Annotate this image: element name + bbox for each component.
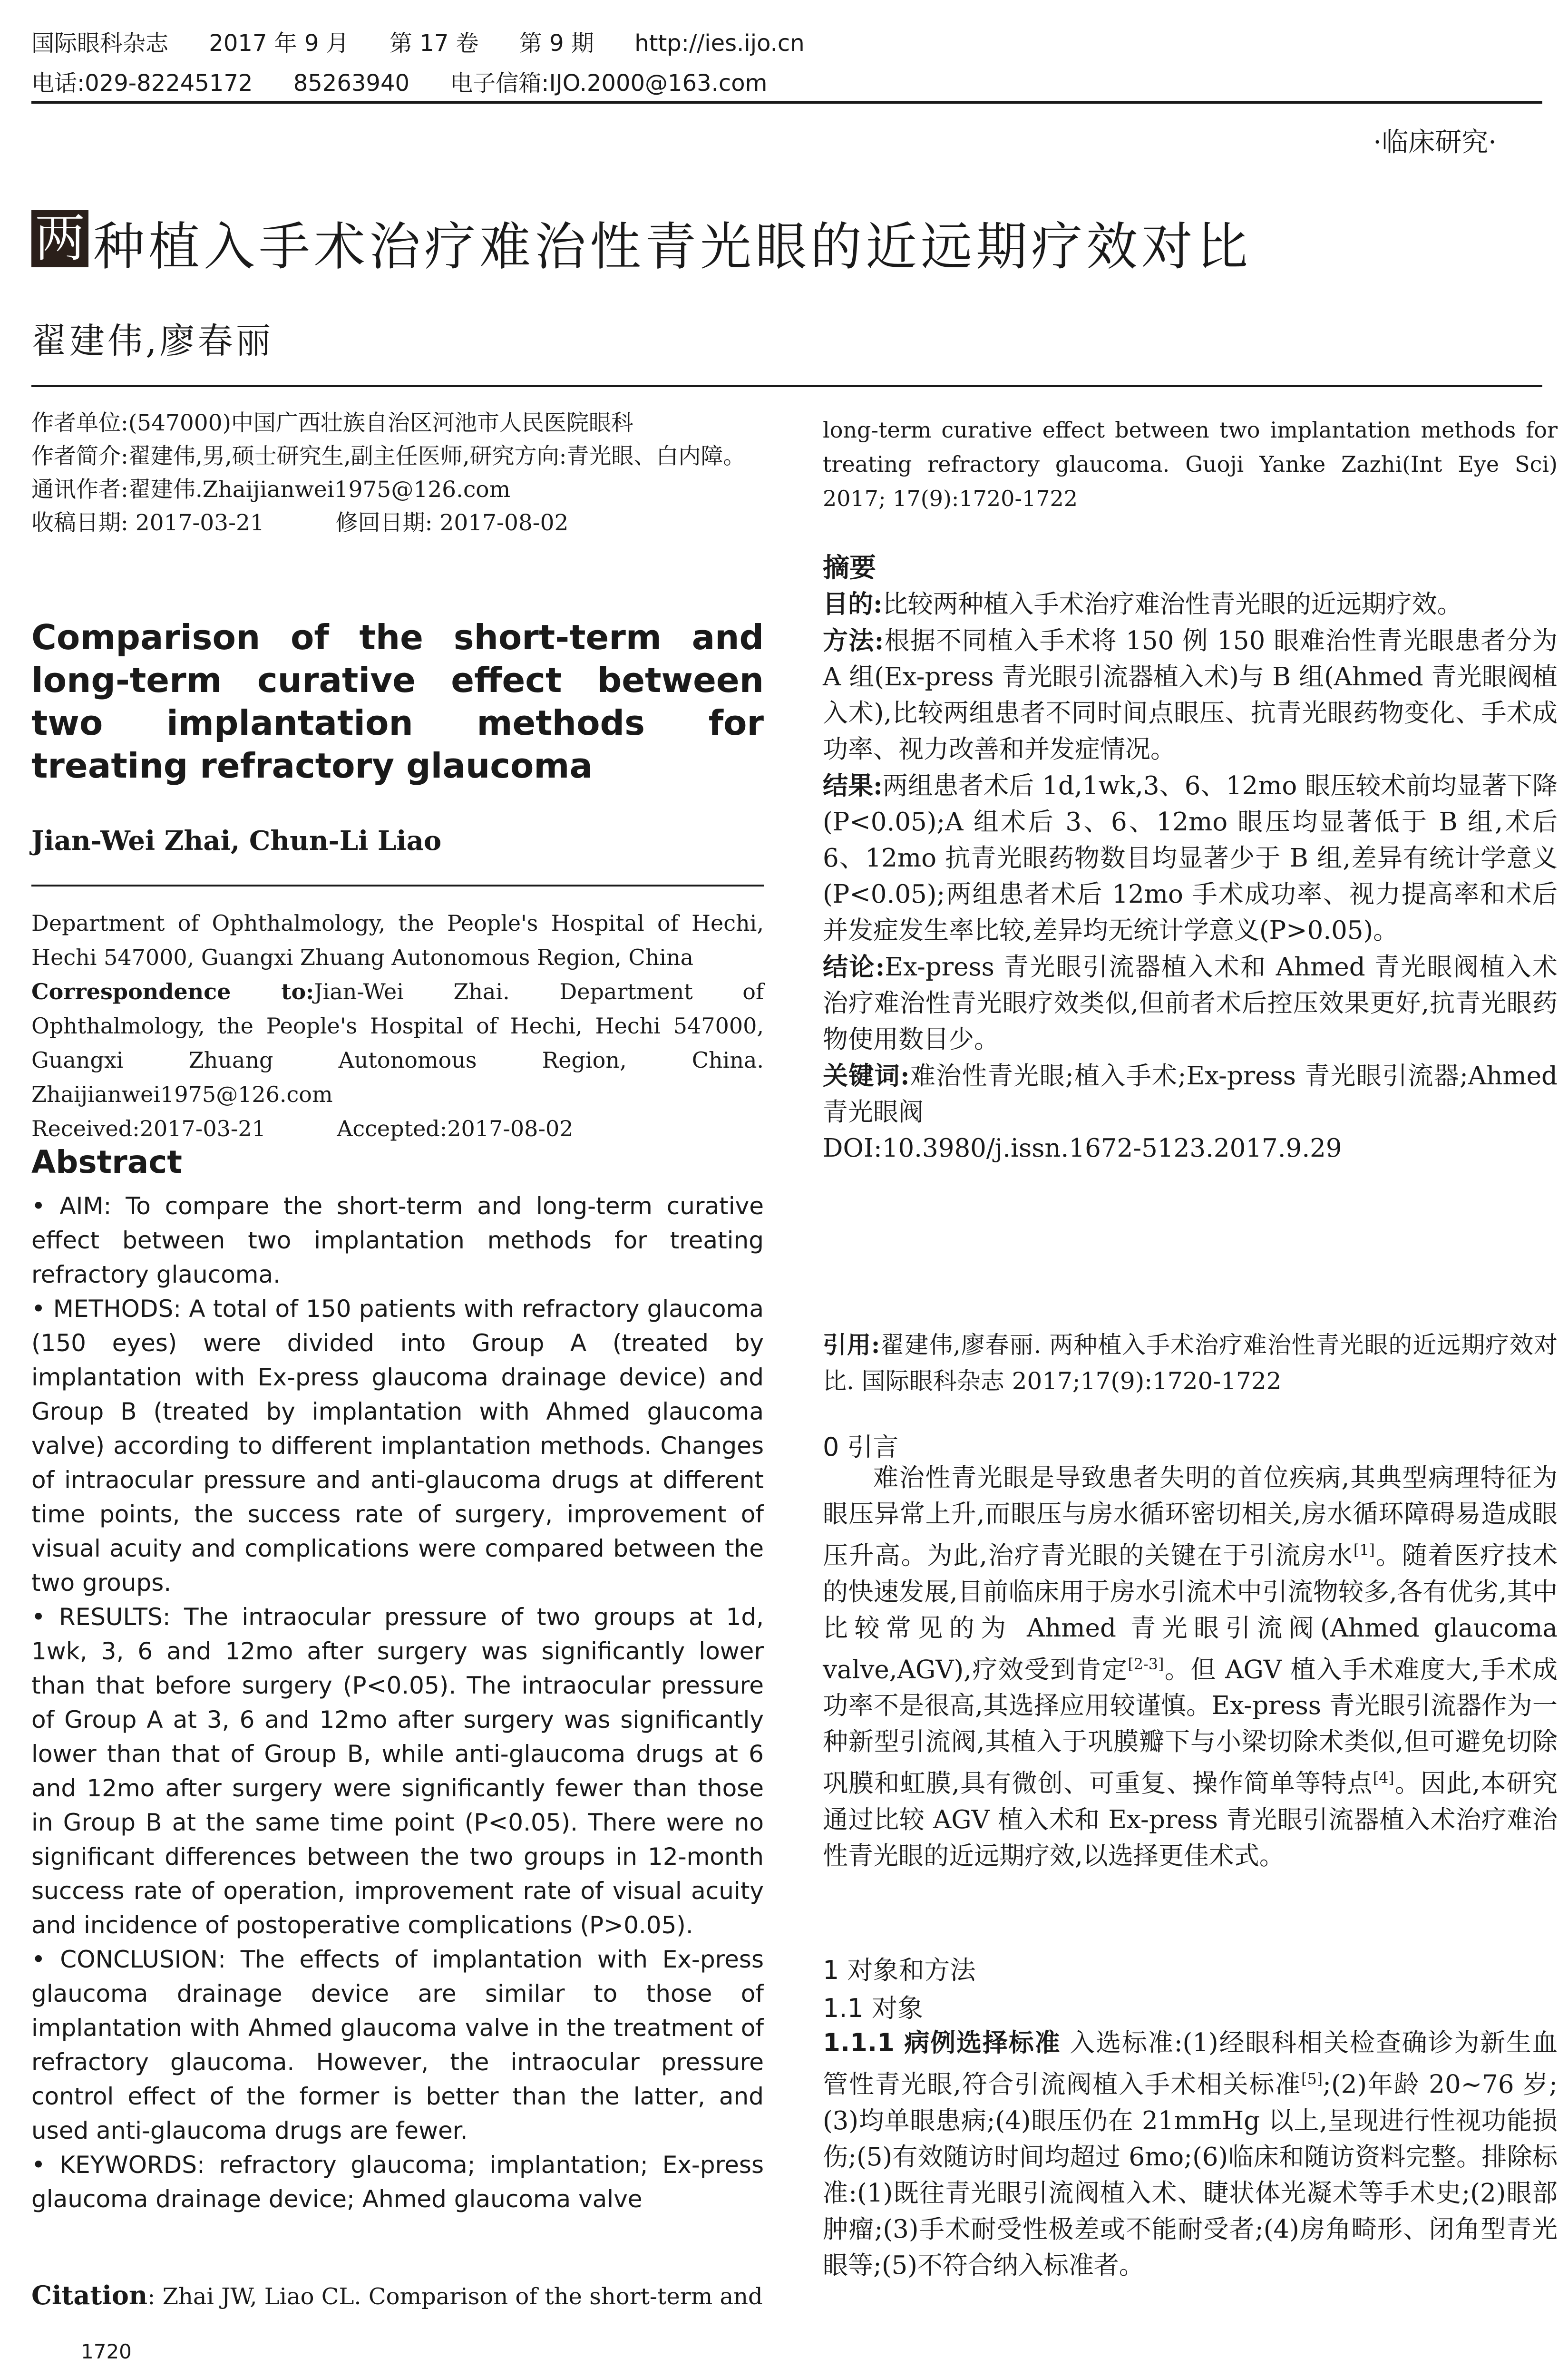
ref-1[interactable]: [1]	[1353, 1541, 1375, 1559]
en-accepted: Accepted:2017-08-02	[337, 1116, 574, 1141]
intro-heading: 0 引言	[823, 1432, 899, 1462]
correspondence-text: Jian-Wei Zhai. Department of Ophthalmology, the People's Hospital of Hechi, Hechi 547000, Guangxi Zhuang Autonomous Region, China. Zhaijianwei1975@126.com	[31, 979, 764, 1107]
department: Department of Ophthalmology, the People's Hospital of Hechi, Hechi 547000, Guangxi Zhuang Autonomous Region, China	[31, 910, 764, 970]
english-rule	[31, 885, 764, 887]
journal-header-line2	[31, 65, 800, 97]
abstract-cn-heading: 摘要	[823, 553, 876, 584]
citation-text: : Zhai JW, Liao CL. Comparison of the short-term and	[147, 2283, 763, 2310]
journal-email[interactable]: 电子信箱:IJO.2000@163.com	[450, 70, 768, 97]
abstract-methods: • METHODS: A total of 150 patients with refractory glaucoma (150 eyes) were divided into Group A (treated by implantation with Ex-press glaucoma drainage device) and Group B (treated by implantation with Ahmed glaucoma valve) according to different implantation methods. Changes of intraocular pressure and anti-glaucoma drugs at different time points, the success rate of surgery, improvement of visual acuity and complications were compared between the two groups.	[31, 1295, 764, 1597]
cite-cn-label: 引用:	[823, 1331, 880, 1359]
intro-text-a: 难治性青光眼是导致患者失明的首位疾病,其典型病理特征为眼压异常上升,而眼压与房水循环密切相关,房水循环障碍易造成眼压升高。为此,治疗青光眼的关键在于引流房水	[823, 1463, 1558, 1570]
correspondence-label: Correspondence to:	[31, 979, 314, 1004]
author-intro: 作者简介:翟建伟,男,硕士研究生,副主任医师,研究方向:青光眼、白内障。	[31, 443, 746, 469]
dates	[31, 507, 764, 540]
intro-paragraph	[823, 1460, 1558, 1874]
conclusion-label: 结论:	[823, 952, 885, 982]
corresponding-author: 通讯作者:翟建伟.Zhaijianwei1975@126.com	[31, 477, 511, 503]
abstract-cn-conclusion	[823, 949, 1558, 1058]
page-number: 1720	[81, 2340, 132, 2363]
ref-4[interactable]: [4]	[1373, 1769, 1394, 1787]
conclusion-text: Ex-press 青光眼引流器植入术和 Ahmed 青光眼阀植入术治疗难治性青光眼疗效类似,但前者术后控压效果更好,抗青光眼药物使用数目少。	[823, 953, 1558, 1054]
doi[interactable]: DOI:10.3980/j.issn.1672-5123.2017.9.29	[823, 1134, 1342, 1163]
results-text: 两组患者术后 1d,1wk,3、6、12mo 眼压较术前均显著下降(P<0.05);A 组术后 3、6、12mo 眼压均显著低于 B 组,术后 6、12mo 抗青光眼药物数目均显著少于 B 组,差异有统计学意义(P<0.05);两组患者术后 12mo 手术成功率、视力提高率和术后并发症发生率比较,差异均无统计学意义(P>0.05)。	[823, 771, 1558, 945]
abstract-results: • RESULTS: The intraocular pressure of two groups at 1d, 1wk, 3, 6 and 12mo after surgery was significantly lower than that before surgery (P<0.05). The intraocular pressure of Group A at 3, 6 and 12mo after surgery was significantly lower than that of Group B, while anti-glaucoma drugs at 6 and 12mo after surgery were significantly fewer than those in Group B at the same time point (P<0.05). There were no significant differences between the two groups in 12-month success rate of operation, improvement rate of visual acuity and incidence of postoperative complications (P>0.05).	[31, 1603, 764, 1939]
en-dates	[31, 1111, 764, 1146]
citation	[31, 2278, 764, 2314]
citation-cn	[823, 1327, 1558, 1399]
keywords-label: 关键词:	[823, 1061, 910, 1091]
phone-2: 85263940	[293, 70, 410, 97]
section-1-1-heading: 1.1 对象	[823, 1993, 924, 2023]
journal-header-line1	[31, 25, 838, 58]
correspondence	[31, 974, 764, 1111]
english-title: Comparison of the short-term and long-term curative effect between two implantation methods for treating refractory glaucoma	[31, 617, 764, 786]
en-received: Received:2017-03-21	[31, 1116, 266, 1141]
results-label: 结果:	[823, 771, 883, 800]
methods-text: 根据不同植入手术将 150 例 150 眼难治性青光眼患者分为 A 组(Ex-press 青光眼引流器植入术)与 B 组(Ahmed 青光眼阀植入术),比较两组患者不同时间点眼压、抗青光眼药物变化、手术成功率、视力改善和并发症情况。	[823, 626, 1558, 764]
header-rule	[31, 101, 1542, 104]
aim-label: 目的:	[823, 589, 883, 619]
abstract-body	[31, 1189, 764, 2216]
abstract-cn	[823, 586, 1558, 1167]
abstract-cn-keywords	[823, 1058, 1558, 1130]
authors-cn: 翟建伟,廖春丽	[31, 321, 274, 361]
criteria-text-a: 入选标准:(1)经眼科相关检查确诊为新生血管性青光眼,符合引流阀植入手术相关标准	[823, 2028, 1558, 2099]
abstract-aim: • AIM: To compare the short-term and long-term curative effect between two implantation methods for treating refractory glaucoma.	[31, 1192, 764, 1288]
intro-text-c: 。但 AGV 植入手术难度大,手术成功率不是很高,其选择应用较谨慎。Ex-press 青光眼引流器作为一种新型引流阀,其植入于巩膜瓣下与小梁切除术类似,但可避免切除巩膜和虹膜,具有微创、可重复、操作简单等特点	[823, 1655, 1558, 1798]
intro-text-b: 。随着医疗技术的快速发展,目前临床用于房水引流术中引流物较多,各有优劣,其中比较常见的为 Ahmed 青光眼引流阀(Ahmed glaucoma valve,AGV),疗效受到肯定	[823, 1541, 1558, 1685]
section-1-heading: 1 对象和方法	[823, 1955, 976, 1985]
section-1-1-1-label: 1.1.1 病例选择标准	[823, 2028, 1061, 2057]
intro-body	[823, 1460, 1558, 1874]
citation-label: Citation	[31, 2280, 148, 2310]
article-title: 种植入手术治疗难治性青光眼的近远期疗效对比	[93, 217, 1252, 277]
journal-url[interactable]: http://ies.ijo.cn	[634, 30, 805, 57]
methods-label: 方法:	[823, 626, 884, 655]
abstract-heading: Abstract	[31, 1144, 182, 1180]
abstract-cn-methods	[823, 623, 1558, 768]
ref-2-3[interactable]: [2-3]	[1128, 1655, 1164, 1673]
cite-cn-text: 翟建伟,廖春丽. 两种植入手术治疗难治性青光眼的近远期疗效对比. 国际眼科杂志 2017;17(9):1720-1722	[823, 1331, 1558, 1395]
intro-text-d: 。因此,本研究通过比较 AGV 植入术和 Ex-press 青光眼引流器植入术治疗难治性青光眼的近远期疗效,以选择更佳术式。	[823, 1769, 1558, 1870]
volume: 第 17 卷	[390, 30, 479, 57]
abstract-cn-results	[823, 768, 1558, 949]
issue-date: 2017 年 9 月	[209, 30, 349, 57]
abstract-keywords: • KEYWORDS: refractory glaucoma; implantation; Ex-press glaucoma drainage device; Ahmed glaucoma valve	[31, 2151, 764, 2213]
phone: 电话:029-82245172	[31, 70, 253, 97]
author-unit: 作者单位:(547000)中国广西壮族自治区河池市人民医院眼科	[31, 410, 633, 436]
received-date: 收稿日期: 2017-03-21	[31, 510, 264, 536]
aim-text: 比较两种植入手术治疗难治性青光眼的近远期疗效。	[882, 590, 1462, 619]
affiliation	[31, 906, 764, 1146]
abstract-cn-aim	[823, 586, 1558, 623]
section-1-1-1	[823, 2025, 1558, 2284]
title-rule	[31, 385, 1542, 387]
section-tag: ·临床研究·	[1373, 127, 1497, 158]
title-initial: 两	[31, 210, 88, 267]
revised-date: 修回日期: 2017-08-02	[335, 510, 569, 536]
criteria-text-b: ;(2)年龄 20~76 岁;(3)均单眼患病;(4)眼压仍在 21mmHg 以上,呈现进行性视功能损伤;(5)有效随访时间均超过 6mo;(6)临床和随访资料完整。排除标准:(1)既往青光眼引流阀植入术、睫状体光凝术等手术史;(2)眼部肿瘤;(3)手术耐受性极差或不能耐受者;(4)房角畸形、闭角型青光眼等;(5)不符合纳入标准者。	[823, 2070, 1558, 2280]
author-info	[31, 407, 764, 540]
ref-5[interactable]: [5]	[1301, 2070, 1323, 2088]
journal-name: 国际眼科杂志	[31, 30, 169, 57]
english-authors: Jian-Wei Zhai, Chun-Li Liao	[31, 825, 442, 857]
abstract-conclusion: • CONCLUSION: The effects of implantation with Ex-press glaucoma drainage device are similar to those of implantation with Ahmed glaucoma valve in the treatment of refractory glaucoma. However, the intraocular pressure control effect of the former is better than the latter, and used anti-glaucoma drugs are fewer.	[31, 1946, 764, 2144]
citation-continued: long-term curative effect between two implantation methods for treating refractory glaucoma. Guoji Yanke Zazhi(Int Eye Sci) 2017; 17(9):1720-1722	[823, 417, 1558, 511]
keywords-text: 难治性青光眼;植入手术;Ex-press 青光眼引流器;Ahmed 青光眼阀	[823, 1062, 1558, 1127]
issue: 第 9 期	[519, 30, 594, 57]
